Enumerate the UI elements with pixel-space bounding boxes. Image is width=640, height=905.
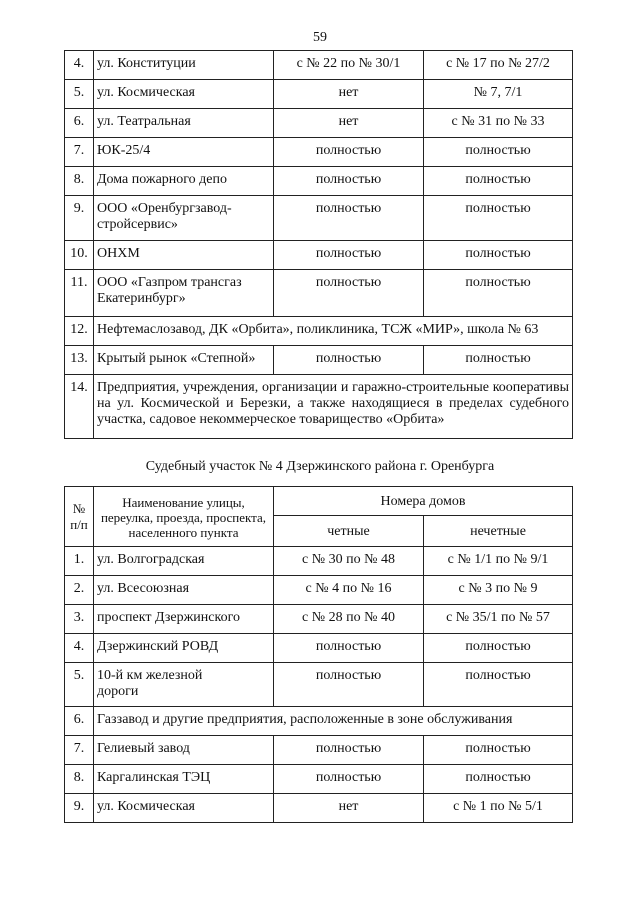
odd-houses: полностью — [424, 736, 573, 765]
even-houses: полностью — [274, 736, 424, 765]
even-houses: полностью — [274, 663, 424, 707]
row-number: 14. — [65, 375, 94, 439]
merged-description: Нефтемаслозавод, ДК «Орбита», поликлиника, ТСЖ «МИР», школа № 63 — [94, 317, 573, 346]
table-row — [65, 138, 573, 167]
street-name: проспект Дзержинского — [94, 605, 274, 634]
merged-description: Газзавод и другие предприятия, расположенные в зоне обслуживания — [94, 707, 573, 736]
street-name: ЮК-25/4 — [94, 138, 274, 167]
odd-houses: полностью — [424, 196, 573, 241]
street-name: ул. Волгоградская — [94, 547, 274, 576]
row-number: 8. — [65, 167, 94, 196]
even-houses: с № 4 по № 16 — [274, 576, 424, 605]
even-houses: полностью — [274, 765, 424, 794]
table-row — [65, 270, 573, 317]
even-houses: полностью — [274, 167, 424, 196]
table-row — [65, 547, 573, 576]
table-row — [65, 736, 573, 765]
table-row — [65, 634, 573, 663]
odd-houses: полностью — [424, 167, 573, 196]
street-name: Каргалинская ТЭЦ — [94, 765, 274, 794]
table-row — [65, 576, 573, 605]
table-row — [65, 317, 573, 346]
table-row — [65, 196, 573, 241]
table-row — [65, 765, 573, 794]
row-number: 9. — [65, 794, 94, 823]
section-title: Судебный участок № 4 Дзержинского района г. Оренбурга — [145, 459, 495, 474]
odd-houses: с № 35/1 по № 57 — [424, 605, 573, 634]
page-number: 59 — [313, 30, 327, 45]
table-header-row — [65, 487, 573, 516]
street-name: ул. Космическая — [94, 80, 274, 109]
table-row — [65, 605, 573, 634]
odd-houses: с № 17 по № 27/2 — [424, 51, 573, 80]
row-number: 9. — [65, 196, 94, 241]
table-row — [65, 794, 573, 823]
table-row — [65, 167, 573, 196]
table-row — [65, 241, 573, 270]
even-houses: полностью — [274, 241, 424, 270]
even-houses: с № 30 по № 48 — [274, 547, 424, 576]
table-row — [65, 375, 573, 439]
even-houses: полностью — [274, 634, 424, 663]
column-header-houses: Номера домов — [274, 487, 573, 516]
row-number: 5. — [65, 663, 94, 707]
column-header-odd: нечетные — [424, 516, 573, 547]
row-number: 4. — [65, 51, 94, 80]
even-houses: с № 22 по № 30/1 — [274, 51, 424, 80]
odd-houses: полностью — [424, 634, 573, 663]
odd-houses: с № 3 по № 9 — [424, 576, 573, 605]
column-header-even: четные — [274, 516, 424, 547]
row-number: 6. — [65, 707, 94, 736]
street-name: ОНХМ — [94, 241, 274, 270]
even-houses: с № 28 по № 40 — [274, 605, 424, 634]
even-houses: полностью — [274, 346, 424, 375]
street-name: ул. Конституции — [94, 51, 274, 80]
even-houses: полностью — [274, 138, 424, 167]
row-number: 3. — [65, 605, 94, 634]
table-row — [65, 346, 573, 375]
column-header-name: Наименование улицы, переулка, проезда, проспекта, населенного пункта — [94, 487, 274, 547]
table-row — [65, 109, 573, 138]
odd-houses: полностью — [424, 663, 573, 707]
odd-houses: полностью — [424, 270, 573, 317]
row-number: 6. — [65, 109, 94, 138]
row-number: 10. — [65, 241, 94, 270]
row-number: 1. — [65, 547, 94, 576]
odd-houses: полностью — [424, 241, 573, 270]
court-district-4-table — [64, 486, 573, 823]
column-header-number: № п/п — [65, 487, 94, 547]
table-row — [65, 80, 573, 109]
street-name: ООО «Газпром трансгаз Екатеринбург» — [94, 270, 274, 317]
even-houses: нет — [274, 794, 424, 823]
merged-description: Предприятия, учреждения, организации и гаражно-строительные кооперативы на ул. Космической и Березки, а также находящиеся в пределах судебного участка, садовое некоммерческое товарищество «Орбита» — [94, 375, 573, 439]
street-name: Дзержинский РОВД — [94, 634, 274, 663]
even-houses: нет — [274, 80, 424, 109]
odd-houses: полностью — [424, 138, 573, 167]
street-name: Дома пожарного депо — [94, 167, 274, 196]
even-houses: нет — [274, 109, 424, 138]
even-houses: полностью — [274, 196, 424, 241]
street-name: ул. Космическая — [94, 794, 274, 823]
street-name: ул. Всесоюзная — [94, 576, 274, 605]
even-houses: полностью — [274, 270, 424, 317]
row-number: 8. — [65, 765, 94, 794]
street-name: ул. Театральная — [94, 109, 274, 138]
street-name: ООО «Оренбургзавод-стройсервис» — [94, 196, 274, 241]
row-number: 7. — [65, 138, 94, 167]
row-number: 5. — [65, 80, 94, 109]
court-district-table-continued — [64, 50, 573, 439]
odd-houses: с № 31 по № 33 — [424, 109, 573, 138]
table-row — [65, 663, 573, 707]
street-name: 10-й км железной дороги — [94, 663, 274, 707]
street-name: Крытый рынок «Степной» — [94, 346, 274, 375]
row-number: 7. — [65, 736, 94, 765]
row-number: 13. — [65, 346, 94, 375]
table-row — [65, 707, 573, 736]
row-number: 11. — [65, 270, 94, 317]
table-row — [65, 51, 573, 80]
odd-houses: № 7, 7/1 — [424, 80, 573, 109]
odd-houses: полностью — [424, 765, 573, 794]
odd-houses: с № 1/1 по № 9/1 — [424, 547, 573, 576]
row-number: 2. — [65, 576, 94, 605]
odd-houses: с № 1 по № 5/1 — [424, 794, 573, 823]
odd-houses: полностью — [424, 346, 573, 375]
street-name: Гелиевый завод — [94, 736, 274, 765]
row-number: 12. — [65, 317, 94, 346]
row-number: 4. — [65, 634, 94, 663]
